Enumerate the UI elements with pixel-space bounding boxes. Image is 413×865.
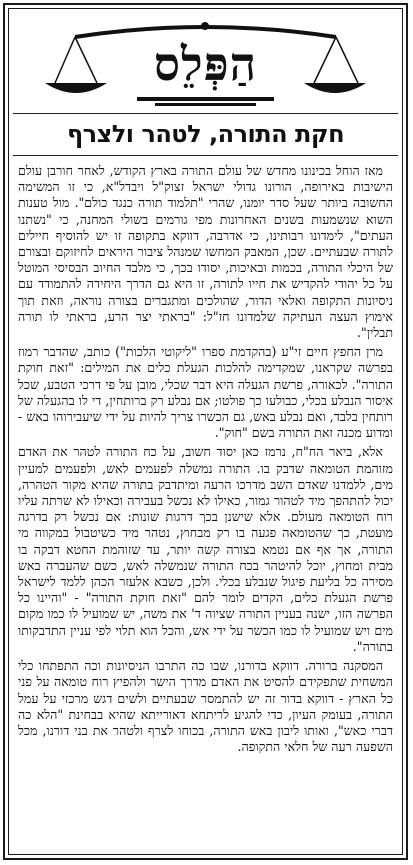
article-frame	[3, 3, 408, 860]
masthead	[5, 19, 406, 111]
divider-rule	[13, 155, 398, 156]
divider-rule	[13, 113, 398, 114]
article-body	[18, 163, 393, 850]
masthead-logo-text: הַפְּלֵס	[153, 37, 258, 91]
article-paragraph: מאז הוחל בכינונו מחדש של עולם התורה בארץ הקודש, לאחר חורבן עולם הישיבות באירופה, הורונו גדולי ישראל זצוק"ל ויבדל"א, כי זו המשימה החשובה ביותר שעל סדר יומנו, שהרי "תלמוד תורה כנגד כולם". מול טענות השוא שנשמעות בשנים האחרונות מפי גורמים בשולי המחנה, כי "נשתנו העתים", לימדונו רבותינו, כי אדרבה, דווקא בתקופה זו יש להוסיף חיילים לתורה שבעתיים. שכן, המאבק המחשו שמנהל ציבור היראים לחיזוקם ובצורם של היכלי התורה, בכמות ובאיכות, יסודו בכך, כי מלבד החיוב הבסיסי המוטל על כל יהודי להקדיש את חייו לתורה, זו היא גם הדרך היחידה להתמודד עם ניסיונות התקופה ואלאי הדור, שהולכים ומתגברים בצורה נוראה, וזאת תוך אימוץ העצה העתיקה שלמדונו חז"ל: "בראתי יצר הרע, בראתי לו תורה תבלין".	[18, 163, 393, 341]
article-headline: חקת התורה, לטהר ולצרף	[66, 120, 345, 148]
article-paragraph: מרן החפץ חיים זי"ע (בהקדמת ספרו "ליקוטי הלכות") כותב, שהדבר רמוז בפרשה שקראנו, שמקדימה להלכות הגעלת כלים את המילים: "זאת חוקת התורה". לכאורה, פרשת הגעלה היא דבר שכלי, מובן על פי דרכי הטבע, שכל איסור הנבלע בכלי, כבולעו כך פולטו; אם נבלע רק ברותחין, די לו בהגעלה של רותחין בלבד, ואם נבלע באש, גם הכשרו צריך להיות על ידי שיעבירוהו באש - ומדוע מכנה זאת התורה בשם "חוק".	[18, 344, 393, 441]
article-paragraph: אלא, ביאר הח"ח, נרמז כאן יסוד חשוב, על כח התורה לטהר את האדם מזוהמת הטומאה שדבק בו. התורה נמשלה לפעמים לאש, ולפעמים למעיין מים, ללמדנו שאדם השב מדרכו הרעה ומיתדבק בתורה שהיא מקור הטהרה, יכול להתהפך מיד לטהור גמור, כאילו לא נכשל בעבירה וכאילו לא שרתה עליו רוח הטומאה מעולם. אלא שישנן בכך דרגות שונות: אם נכשל רק בדרגה מועטת, כך שהטומאה פגעה בו רק מבחוץ, נטהר מיד כשיטבול במקווה מי התורה, אך אף אם נטמא בצורה קשה יותר, עד שזוהמת החטא דבקה בו מבית ומחוץ, יוכל להיטהר בכח התורה שנמשלה לאש, כשם שהעברה באש מסירה כל בליעת פיגול שנבלע בכלי. ולכן, כשבא אלעזר הכהן ללמד לישראל פרשת הגעלת כלים, הקדים לומר להם "זאת חוקת התורה" - "והיינו כל הפרשה הזו, ישנה בעניין התורה שציוה ד' את משה, יש שמועיל לו כמו מקום מים ויש שמועיל לו כמו הכשר על ידי אש, והכל הוא תלוי לפי עניין התדבקותו בתורה".	[18, 444, 393, 654]
article-paragraph: המסקנה ברורה. דווקא בדורנו, שבו כה התרבו הניסיונות וכה התפתחו כלי המשחית שתפקידם להסיט את האדם מדרך הישר ולהפיץ רוח טומאה על פני כל הארץ - דווקא בדור זה יש להתמסר שבעתיים ולשים דגש מרכזי על עמל התורה, בעומק העיון, כדי להגיע לריתחא דאורייתא שהיא בבחינת "הלא כה דברי כאש", ואותו ליבון באש התורה, בכוחו לצרף ולטהר את בני דורנו, מכל השפעה רעה של חלאי התקופה.	[18, 658, 393, 755]
